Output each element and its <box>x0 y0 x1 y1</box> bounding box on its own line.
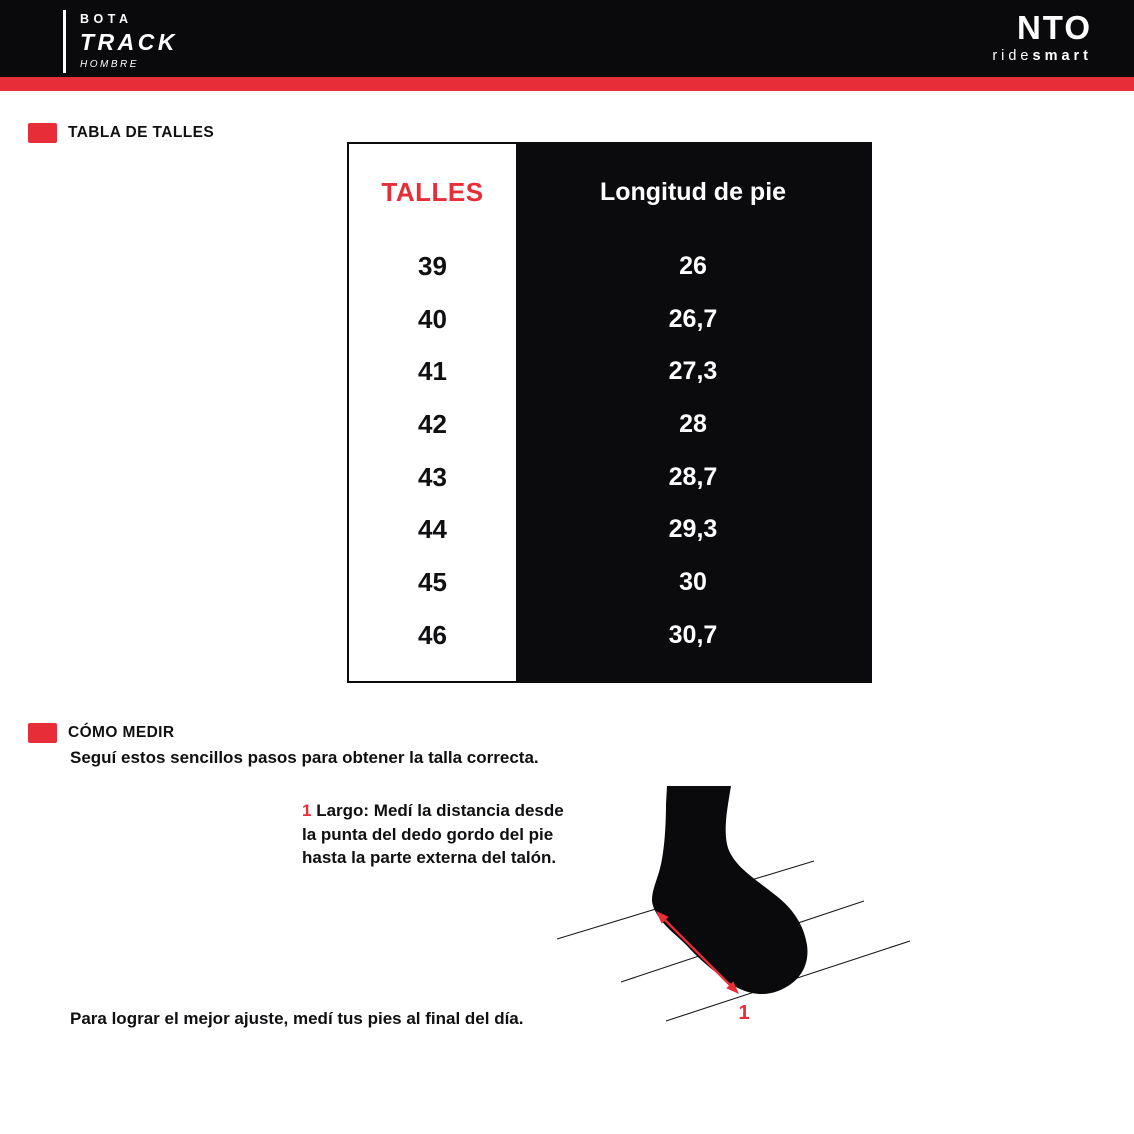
table-row <box>349 556 870 609</box>
size-table <box>347 142 872 683</box>
step-number: 1 <box>302 801 312 820</box>
section-marker-chip <box>28 123 57 143</box>
brand-logo-primary: NTO <box>1016 9 1092 46</box>
cell-longitud: 28,7 <box>668 462 718 491</box>
product-gender-label: HOMBRE <box>80 59 139 70</box>
table-row <box>349 293 870 346</box>
page-header <box>0 0 1134 77</box>
table-row <box>349 451 870 504</box>
cell-longitud: 27,3 <box>668 357 718 386</box>
table-row <box>349 345 870 398</box>
how-to-measure-title: CÓMO MEDIR <box>68 724 175 741</box>
table-row <box>349 398 870 451</box>
footer-note: Para lograr el mejor ajuste, medí tus pies al final del día. <box>70 1009 524 1028</box>
foot-silhouette <box>652 786 807 994</box>
cell-talle: 43 <box>418 461 447 492</box>
product-type-label: BOTA <box>80 12 133 26</box>
cell-talle: 42 <box>418 408 447 439</box>
cell-longitud: 30 <box>679 567 707 596</box>
cell-talle: 41 <box>418 356 447 387</box>
step-line-2: la punta del dedo gordo del pie <box>302 824 554 844</box>
how-to-measure-section-header <box>28 723 174 743</box>
brand-logo <box>992 11 1092 65</box>
cell-longitud: 26 <box>679 251 707 280</box>
foot-diagram-svg <box>550 765 980 1040</box>
cell-longitud: 30,7 <box>668 620 718 649</box>
column-header-longitud: Longitud de pie <box>599 177 787 206</box>
column-header-talles: TALLES <box>381 176 484 207</box>
cell-talle: 46 <box>418 619 447 650</box>
size-table-section-header <box>28 123 214 143</box>
cell-talle: 40 <box>418 303 447 334</box>
foot-measurement-diagram <box>550 765 980 1040</box>
measurement-label: 1 <box>738 1002 750 1024</box>
product-title-block <box>63 10 178 73</box>
cell-longitud: 28 <box>679 409 707 438</box>
section-marker-chip <box>28 723 57 743</box>
title-stack <box>80 10 178 73</box>
brand-logo-secondary <box>992 47 1092 65</box>
header-accent-stripe <box>0 77 1134 91</box>
product-name-label: TRACK <box>80 29 178 55</box>
table-row <box>349 240 870 293</box>
size-table-body <box>349 144 870 681</box>
title-divider-rule <box>63 10 66 73</box>
size-table-section-title: TABLA DE TALLES <box>68 124 215 141</box>
cell-talle: 39 <box>418 250 447 281</box>
brand-logo-smart-text: smart <box>1032 48 1092 64</box>
cell-longitud: 26,7 <box>668 304 718 333</box>
step-line-3: hasta la parte externa del talón. <box>302 848 557 867</box>
table-header-row <box>349 144 870 240</box>
cell-longitud: 29,3 <box>668 515 718 544</box>
brand-logo-ride-text: ride <box>992 48 1033 64</box>
cell-talle: 44 <box>418 514 447 545</box>
step-line-1: Largo: Medí la distancia desde <box>316 801 564 820</box>
how-to-measure-subtitle: Seguí estos sencillos pasos para obtener la talla correcta. <box>70 748 539 767</box>
table-row <box>349 609 870 662</box>
table-row <box>349 503 870 556</box>
cell-talle: 45 <box>418 566 447 597</box>
